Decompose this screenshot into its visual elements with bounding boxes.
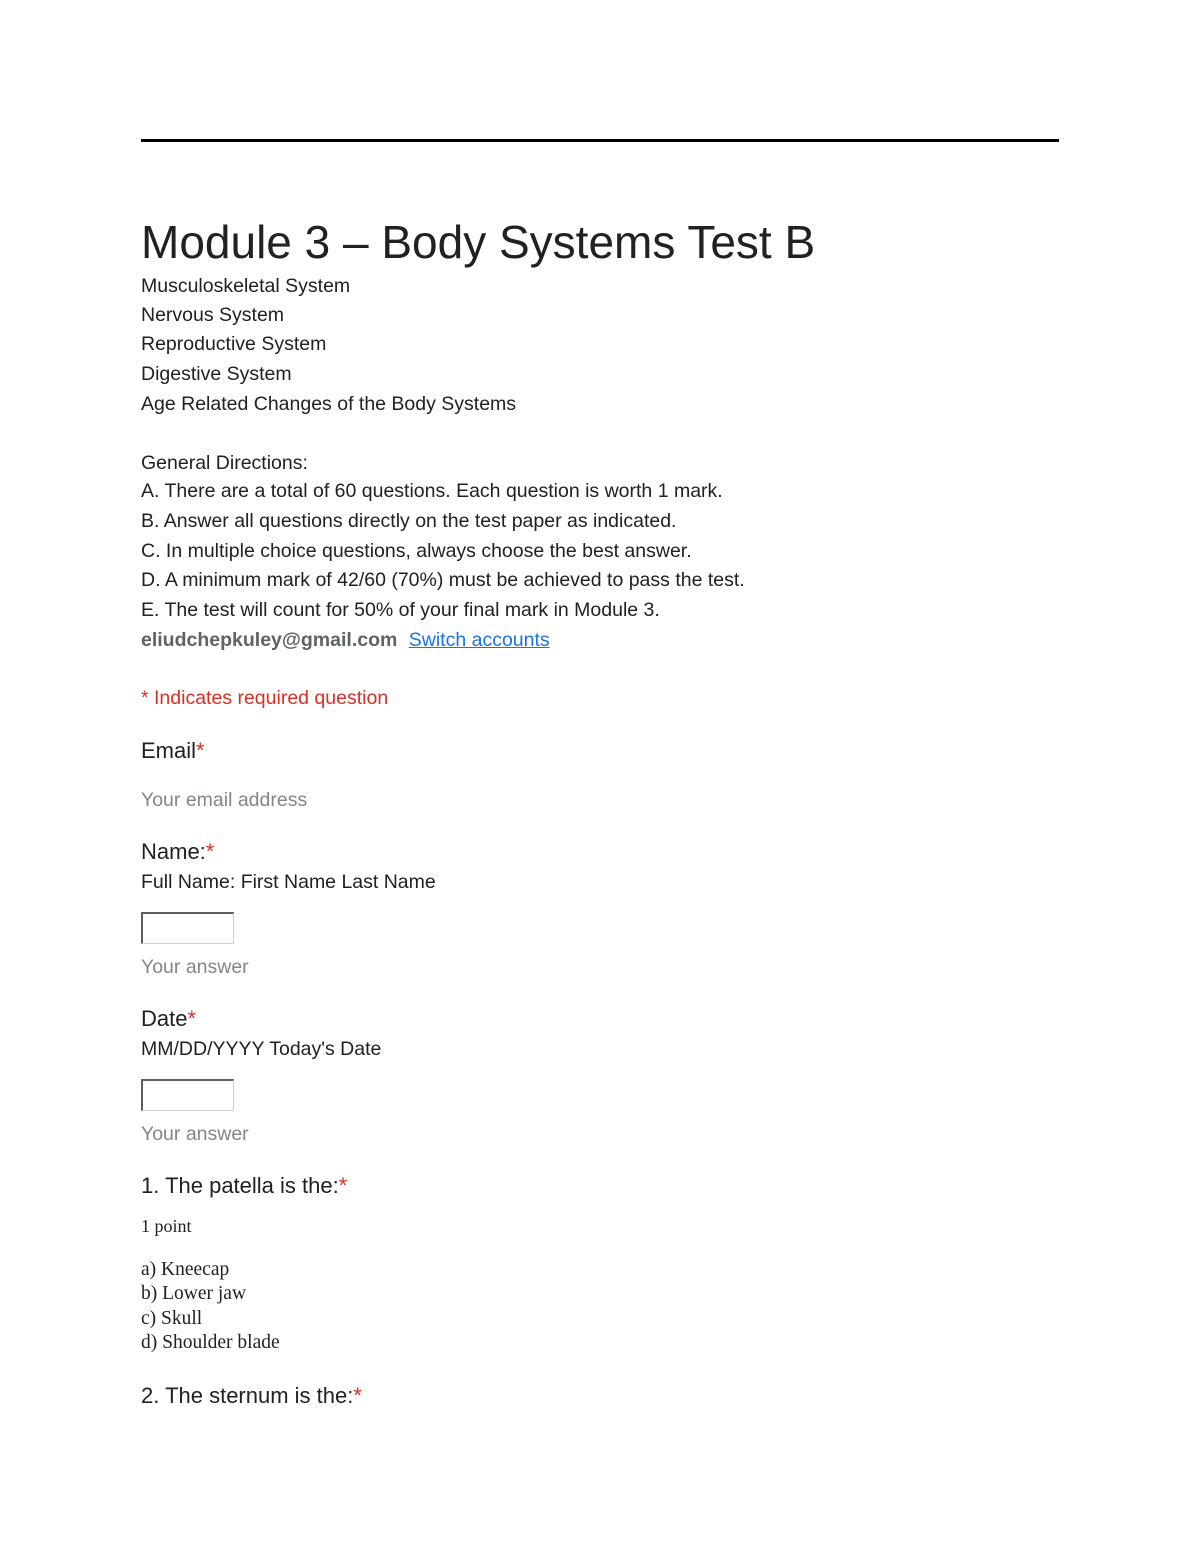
date-answer-box[interactable] xyxy=(141,1079,234,1111)
name-question-title xyxy=(141,838,214,866)
account-bar xyxy=(141,628,550,652)
date-input[interactable]: Your answer xyxy=(141,1123,249,1145)
direction-item: E. The test will count for 50% of your final mark in Module 3. xyxy=(141,599,660,621)
switch-accounts-link[interactable]: Switch accounts xyxy=(408,629,550,651)
question-2-title xyxy=(141,1382,362,1410)
required-asterisk: * xyxy=(187,1006,197,1031)
question-1-option-c[interactable]: c) Skull xyxy=(141,1308,203,1329)
directions-heading: General Directions: xyxy=(141,452,308,474)
topic-item: Age Related Changes of the Body Systems xyxy=(141,393,517,415)
form-title: Module 3 – Body Systems Test B xyxy=(141,216,816,268)
direction-item: A. There are a total of 60 questions. Each question is worth 1 mark. xyxy=(141,480,723,502)
required-note: * Indicates required question xyxy=(141,687,389,709)
question-1-option-a[interactable]: a) Kneecap xyxy=(141,1259,230,1280)
question-title-text: 1. The patella is the: xyxy=(141,1173,339,1198)
email-input[interactable]: Your email address xyxy=(141,789,308,811)
account-email: eliudchepkuley@gmail.com xyxy=(141,629,398,651)
date-question-title xyxy=(141,1005,196,1033)
required-asterisk: * xyxy=(338,1173,348,1198)
required-asterisk: * xyxy=(205,839,215,864)
name-input[interactable]: Your answer xyxy=(141,956,249,978)
question-title-text: Date xyxy=(141,1006,188,1031)
date-question-description: MM/DD/YYYY Today's Date xyxy=(141,1038,382,1060)
direction-item: C. In multiple choice questions, always choose the best answer. xyxy=(141,540,692,562)
question-1-points: 1 point xyxy=(141,1216,192,1236)
topic-item: Digestive System xyxy=(141,363,292,385)
question-1-option-d[interactable]: d) Shoulder blade xyxy=(141,1332,280,1353)
required-asterisk: * xyxy=(196,738,205,763)
topic-item: Musculoskeletal System xyxy=(141,275,351,297)
question-1-option-b[interactable]: b) Lower jaw xyxy=(141,1283,247,1304)
top-divider xyxy=(141,139,1059,142)
question-title-text: Name: xyxy=(141,839,206,864)
question-title-text: Email xyxy=(141,738,197,763)
question-title-text: 2. The sternum is the: xyxy=(141,1383,354,1408)
direction-item: D. A minimum mark of 42/60 (70%) must be achieved to pass the test. xyxy=(141,569,745,591)
topic-item: Nervous System xyxy=(141,304,285,326)
name-answer-box[interactable] xyxy=(141,912,234,944)
name-question-description: Full Name: First Name Last Name xyxy=(141,871,436,893)
direction-item: B. Answer all questions directly on the test paper as indicated. xyxy=(141,510,677,532)
email-question-title xyxy=(141,737,205,765)
question-1-title xyxy=(141,1172,347,1200)
topic-item: Reproductive System xyxy=(141,333,327,355)
required-asterisk: * xyxy=(353,1383,362,1408)
